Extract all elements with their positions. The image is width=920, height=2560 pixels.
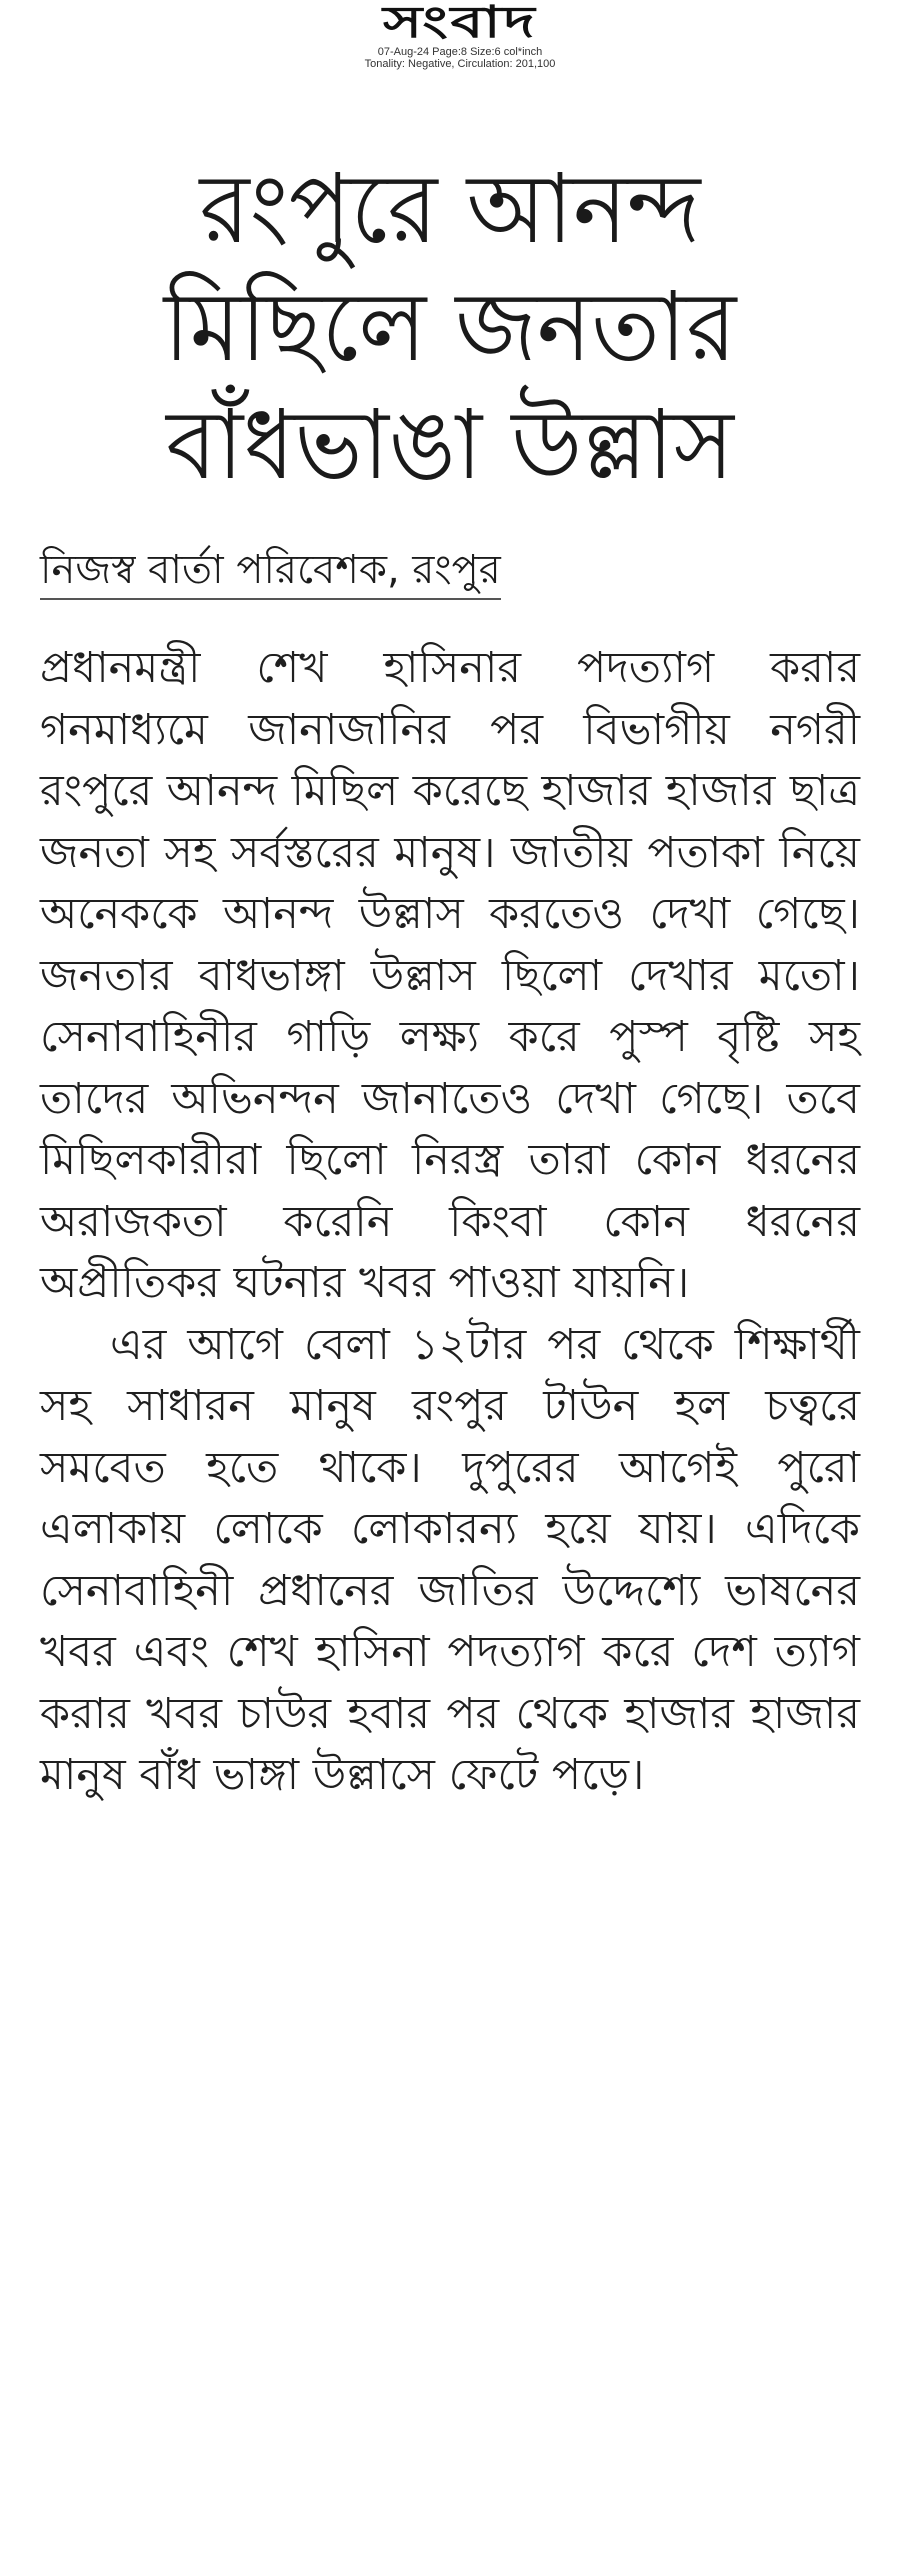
headline-line-2: মিছিলে জনতার — [163, 271, 737, 383]
masthead — [0, 0, 920, 70]
newspaper-logo: সংবাদ — [382, 0, 538, 48]
paragraph-2: এর আগে বেলা ১২টার পর থেকে শিক্ষার্থী সহ সাধারন মানুষ রংপুর টাউন হল চত্বরে সমবেত হতে থাকে। দুপুরের আগেই পুরো এলাকায় লোকে লোকারন্য হয়ে যায়। এদিকে সেনাবাহিনী প্রধানের জাতির উদ্দেশ্যে ভাষনের খবর এবং শেখ হাসিনা পদত্যাগ করে দেশ ত্যাগ করার খবর চাউর হবার পর থেকে হাজার হাজার মানুষ বাঁধ ভাঙ্গা উল্লাসে ফেটে পড়ে। — [40, 1319, 860, 1800]
clipping-meta-line-1: 07-Aug-24 Page:8 Size:6 col*inch — [377, 46, 543, 58]
paragraph-1: প্রধানমন্ত্রী শেখ হাসিনার পদত্যাগ করার গনমাধ্যমে জানাজানির পর বিভাগীয় নগরী রংপুরে আনন্দ মিছিল করেছে হাজার হাজার ছাত্র জনতা সহ সর্বস্তরের মানুষ। জাতীয় পতাকা নিয়ে অনেককে আনন্দ উল্লাস করতেও দেখা গেছে। জনতার বাধভাঙ্গা উল্লাস ছিলো দেখার মতো। সেনাবাহিনীর গাড়ি লক্ষ্য করে পুস্প বৃষ্টি সহ তাদের অভিনন্দন জানাতেও দেখা গেছে। তবে মিছিলকারীরা ছিলো নিরস্ত্র তারা কোন ধরনের অরাজকতা করেনি কিংবা কোন ধরনের অপ্রীতিকর ঘটনার খবর পাওয়া যায়নি। — [40, 643, 860, 1308]
news-clipping — [40, 150, 860, 1807]
byline: নিজস্ব বার্তা পরিবেশক, রংপুর — [40, 544, 501, 600]
headline — [61, 150, 840, 504]
article-body — [40, 638, 860, 1807]
headline-line-3: বাঁধভাঙা উল্লাস — [166, 389, 734, 501]
headline-line-1: রংপুরে আনন্দ — [199, 153, 701, 265]
clipping-meta-line-2: Tonality: Negative, Circulation: 201,100 — [364, 58, 556, 70]
